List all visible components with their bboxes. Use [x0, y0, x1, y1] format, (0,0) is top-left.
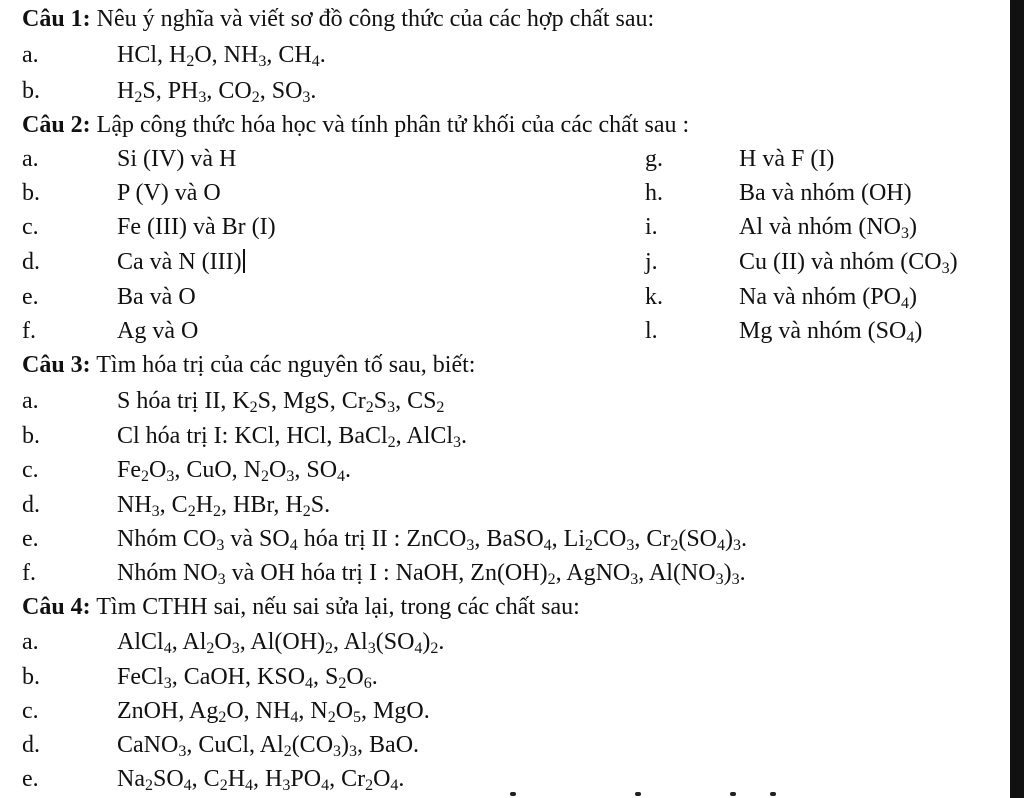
q3-item-c: [0, 453, 1000, 487]
q1-item-a: [0, 38, 1000, 72]
item-label: f.: [22, 560, 36, 586]
item-text: S hóa trị II, $K_2S$, MgS, $Cr_2S_3$, $CS_2$: [117, 388, 445, 416]
question-3-text: Tìm hóa trị của các nguyên tố sau, biết:: [96, 352, 476, 378]
item-text: Na và nhóm $(PO_4)$: [739, 284, 917, 312]
item-label: e.: [22, 284, 39, 310]
glyph-fragment: [730, 792, 736, 796]
item-label: c.: [22, 214, 39, 240]
item-text: $NH_3$, $C_2H_2$, HBr, $H_2S$.: [117, 492, 331, 520]
item-text: P (V) và O: [117, 180, 221, 206]
q4-item-b: [0, 660, 1000, 694]
item-text: Ca và N (III): [117, 249, 242, 275]
item-text: Fe (III) và Br (I): [117, 214, 276, 240]
item-text: Ba và O: [117, 284, 196, 310]
item-text: Nhóm $CO_3$ và $SO_4$ hóa trị II : ZnCO$_3$, BaSO$_4$, $Li_2CO_3$, $Cr_2(SO_4)_3$.: [117, 526, 748, 554]
item-label: b.: [22, 423, 40, 449]
item-label: b.: [22, 180, 40, 206]
item-text: Mg và nhóm $(SO_4)$: [739, 318, 923, 346]
item-label: b.: [22, 664, 40, 690]
item-label: l.: [645, 318, 658, 344]
q4-item-c: [0, 694, 1000, 728]
question-3-title: Câu 3:: [22, 352, 91, 378]
question-1-text: Nêu ý nghĩa và viết sơ đồ công thức của các hợp chất sau:: [96, 6, 655, 32]
item-text: Ag và O: [117, 318, 199, 344]
q1-item-b: [0, 74, 1000, 108]
item-text: ZnOH, $Ag_2O$, $NH_4$, $N_2O_5$, MgO.: [117, 698, 430, 726]
item-text: Si (IV) và H: [117, 146, 237, 172]
question-4-title: Câu 4:: [22, 594, 91, 620]
question-3-heading: [22, 348, 1022, 382]
q3-item-e: [0, 522, 1000, 556]
item-label: a.: [22, 629, 39, 655]
q4-item-d: [0, 728, 1000, 762]
item-label: b.: [22, 78, 40, 104]
q3-item-a: [0, 384, 1000, 418]
item-text: FeCl$_3$, CaOH, $KSO_4$, $S_2O_6$.: [117, 664, 378, 692]
item-text: Cu (II) và nhóm $(CO_3)$: [739, 249, 958, 277]
item-label: c.: [22, 457, 39, 483]
q2-row-4: [0, 245, 1000, 279]
glyph-fragment: [635, 792, 641, 796]
question-2-title: Câu 2:: [22, 112, 91, 138]
item-label: e.: [22, 526, 39, 552]
item-text: $Na_2SO_4$, $C_2H_4$, $H_3PO_4$, $Cr_2O_4$.: [117, 766, 405, 794]
q2-row-1: [0, 142, 1000, 176]
cut-off-next-line: [470, 792, 850, 798]
right-edge-border: [1010, 0, 1024, 798]
item-text: H và F (I): [739, 146, 835, 172]
q3-item-f: [0, 556, 1000, 590]
item-label: e.: [22, 766, 39, 792]
glyph-fragment: [770, 792, 776, 796]
item-label: d.: [22, 492, 40, 518]
item-text-editing[interactable]: [117, 245, 245, 279]
item-label: g.: [645, 146, 663, 172]
item-label: d.: [22, 732, 40, 758]
item-text: Ba và nhóm (OH): [739, 180, 912, 206]
q2-row-3: [0, 210, 1000, 244]
item-label: k.: [645, 284, 663, 310]
item-label: d.: [22, 249, 40, 275]
item-text: $H_2S$, $PH_3$, $CO_2$, $SO_3$.: [117, 78, 317, 106]
item-label: c.: [22, 698, 39, 724]
item-text: HCl, $H_2O$, $NH_3$, $CH_4$.: [117, 42, 326, 70]
item-text: $Fe_2O_3$, CuO, $N_2O_3$, $SO_4$.: [117, 457, 352, 485]
glyph-fragment: [510, 792, 516, 796]
q2-row-6: [0, 314, 1000, 348]
question-1-title: Câu 1:: [22, 6, 91, 32]
q3-item-d: [0, 488, 1000, 522]
text-cursor: [243, 249, 245, 273]
item-text: Al và nhóm $(NO_3)$: [739, 214, 917, 242]
question-4-text: Tìm CTHH sai, nếu sai sửa lại, trong các chất sau:: [96, 594, 580, 620]
item-text: Cl hóa trị I: KCl, HCl, BaCl$_2$, AlCl$_3$.: [117, 423, 468, 451]
item-text: CaNO$_3$, CuCl, $Al_2(CO_3)_3$, BaO.: [117, 732, 420, 760]
item-label: f.: [22, 318, 36, 344]
question-2-heading: [22, 108, 1022, 142]
q3-item-b: [0, 419, 1000, 453]
item-label: a.: [22, 388, 39, 414]
question-2-text: Lập công thức hóa học và tính phân tử khối của các chất sau :: [96, 112, 690, 138]
item-text: Nhóm $NO_3$ và OH hóa trị I : NaOH, $Zn(OH)_2$, AgNO$_3$, $Al(NO_3)_3$.: [117, 560, 746, 588]
q2-row-5: [0, 280, 1000, 314]
q4-item-e: [0, 762, 1000, 796]
question-4-heading: [22, 590, 1022, 624]
item-label: a.: [22, 146, 39, 172]
q4-item-a: [0, 625, 1000, 659]
item-label: i.: [645, 214, 658, 240]
item-label: a.: [22, 42, 39, 68]
item-text: AlCl$_4$, $Al_2O_3$, $Al(OH)_2$, $Al_3(SO_4)_2$.: [117, 629, 445, 657]
question-1-heading: [22, 2, 1022, 36]
item-label: j.: [645, 249, 658, 275]
q2-row-2: [0, 176, 1000, 210]
item-label: h.: [645, 180, 663, 206]
